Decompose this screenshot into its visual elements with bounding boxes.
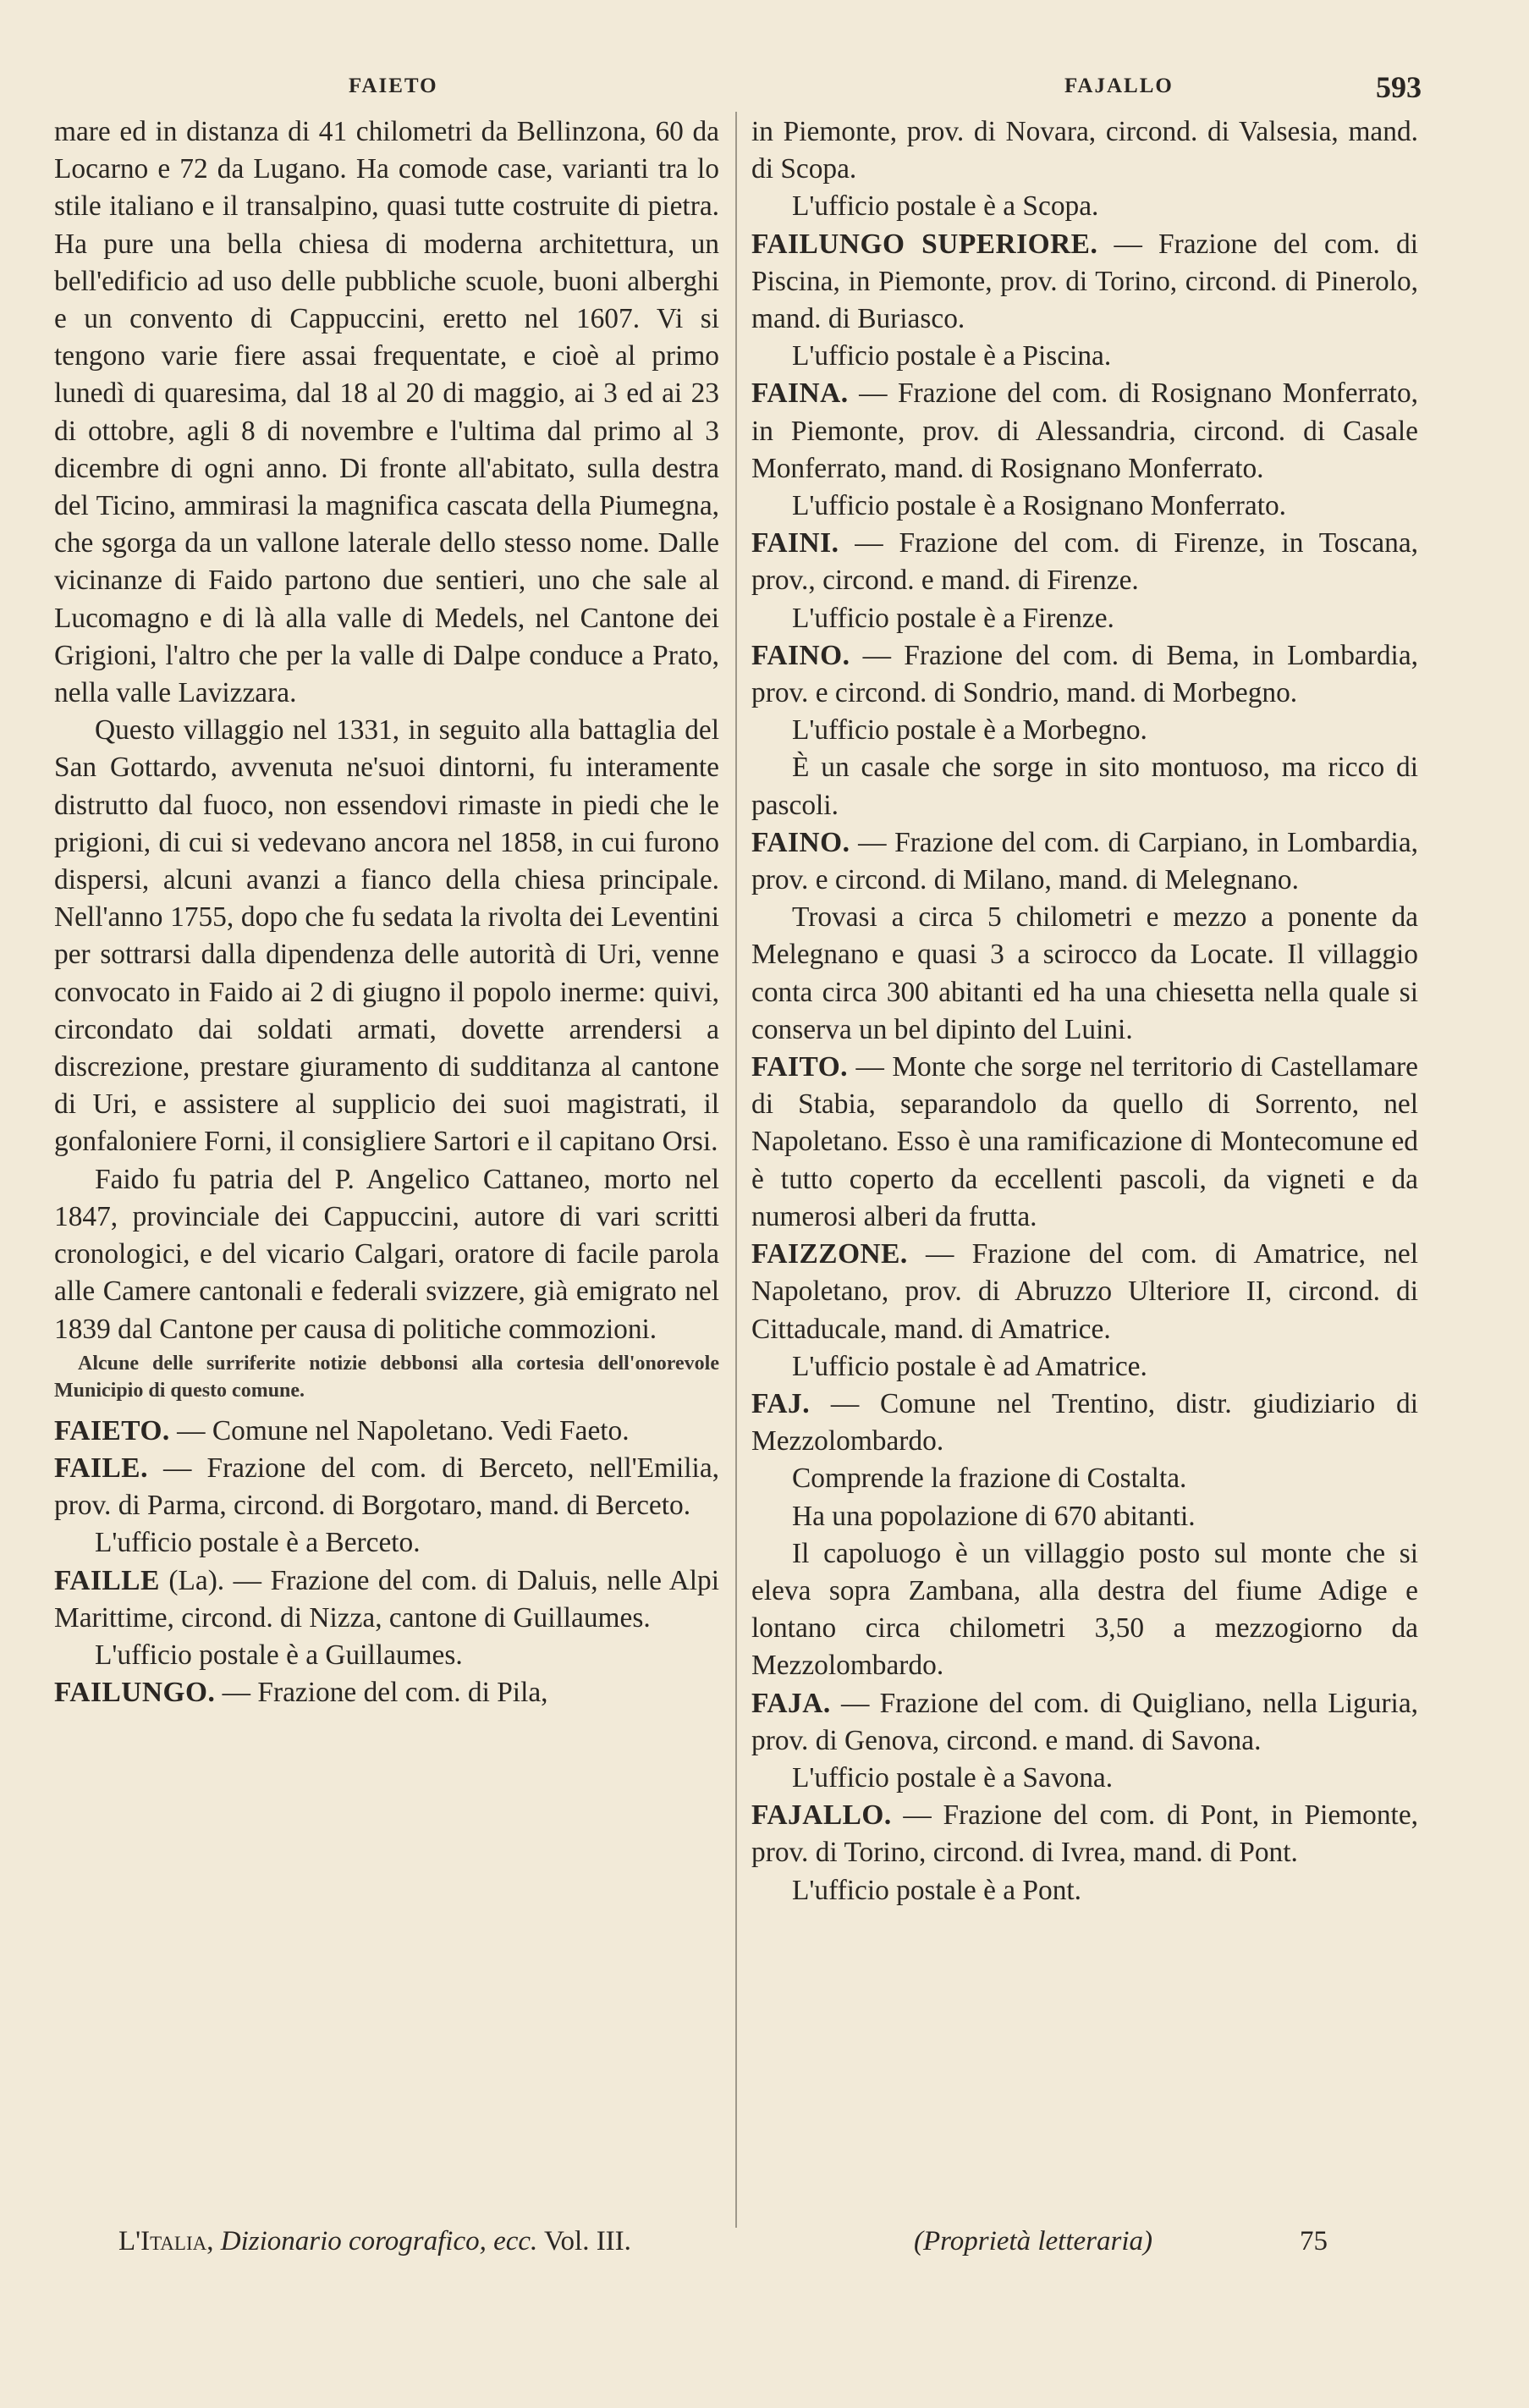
headword-faini: FAINI. [751,527,839,559]
failungo-post: L'ufficio postale è a Scopa. [792,190,1099,223]
entry-failungo-superiore: FAILUNGO SUPERIORE. — Frazione del com. di Piscina, in Piemonte, prov. di Torino, circond. di Pinerolo, mand. di Buriasco. [751,228,1418,335]
footer-title: L'Italia, Dizionario corografico, ecc. Vol. III. [118,2226,631,2256]
headword-faizzone: FAIZZONE. [751,1238,908,1270]
faido-note: Alcune delle surriferite notizie debbonsi alla cortesia dell'onorevole Municipio di questo comune. [54,1352,719,1402]
faille-post: L'ufficio postale è a Guillaumes. [95,1639,463,1671]
headword-faina: FAINA. [751,377,849,410]
footer-copyright: (Proprietà letteraria) [914,2226,1152,2256]
headword-faile: FAILE. [54,1452,148,1484]
faino-bema-post: L'ufficio postale è a Morbegno. [792,714,1147,747]
faja-post: L'ufficio postale è a Savona. [792,1761,1114,1794]
headword-faj: FAJ. [751,1387,811,1419]
running-head-left: FAIETO [349,74,438,97]
headword-fajallo: FAJALLO. [751,1799,892,1832]
headword-failungo: FAILUNGO. [54,1677,216,1709]
footer-sheet-number: 75 [1300,2226,1328,2256]
entry-faj: FAJ. — Comune nel Trentino, distr. giudiziario di Mezzolombardo. [751,1387,1418,1457]
entry-faile: FAILE. — Frazione del com. di Berceto, nell'Emilia, prov. di Parma, circond. di Borgotaro, mand. di Berceto. [54,1452,719,1522]
faj-paragraph-3: Il capoluogo è un villaggio posto sul monte che si eleva sopra Zambana, alla destra del fiume Adige e lontano circa chilometri 3,50 a mezzogiorno da Mezzolombardo. [751,1537,1418,1682]
fajallo-post: L'ufficio postale è a Pont. [792,1874,1082,1906]
faizzone-post: L'ufficio postale è ad Amatrice. [792,1350,1147,1382]
headword-failungo-superiore: FAILUNGO SUPERIORE. [751,228,1098,260]
entry-failungo: FAILUNGO. — Frazione del com. di Pila, [54,1677,548,1709]
faina-post: L'ufficio postale è a Rosignano Monferrato. [792,490,1287,522]
faino-carpiano-extra: Trovasi a circa 5 chilometri e mezzo a ponente da Melegnano e quasi 3 a scirocco da Locate. Il villaggio conta circa 300 abitanti ed ha una chiesetta nella quale si conserva un bel dipinto del Luini. [751,901,1418,1045]
page-number: 593 [1376,70,1422,104]
faj-paragraph-2: Ha una popolazione di 670 abitanti. [792,1500,1196,1532]
entry-faieto: FAIETO. — Comune nel Napoletano. Vedi Faeto. [54,1414,630,1446]
entry-faja: FAJA. — Frazione del com. di Quigliano, nella Liguria, prov. di Genova, circond. e mand. di Savona. [751,1687,1418,1756]
faj-paragraph-1: Comprende la frazione di Costalta. [792,1463,1187,1495]
entry-fajallo: FAJALLO. — Frazione del com. di Pont, in Piemonte, prov. di Torino, circond. di Ivrea, mand. di Pont. [751,1799,1418,1869]
faido-paragraph-2: Questo villaggio nel 1331, in seguito alla battaglia del San Gottardo, avvenuta ne'suoi dintorni, fu interamente distrutto dal fuoco, non essendovi rimaste in piedi che le prigioni, di cui si vedevano ancora nel 1858, in cui furono dispersi, alcuni avanzi a fianco della chiesa principale. Nell'anno 1755, dopo che fu sedata la rivolta dei Leventini per sottrarsi dalla dipendenza delle autorità di Uri, venne convocato in Faido ai 2 di giugno il popolo inerme: quivi, circondato dai soldati armati, dovette arrendersi a discrezione, prestare giuramento di sudditanza al cantone di Uri, e assistere al supplicio dei suoi magistrati, il gonfaloniere Forni, il consigliere Sartori e il capitano Orsi. [54,714,719,1158]
headword-faille: FAILLE [54,1564,160,1596]
headword-faino-carpiano: FAINO. [751,826,850,858]
left-column [54,113,719,1711]
faido-paragraph-1: mare ed in distanza di 41 chilometri da Bellinzona, 60 da Locarno e 72 da Lugano. Ha comode case, varianti tra lo stile italiano e il transalpino, quasi tutte costruite di pietra. Ha pure una bella chiesa di moderna architettura, un bell'edificio ad uso delle pubbliche scuole, buoni alberghi e un convento di Cappuccini, eretto nel 1607. Vi si tengono varie fiere assai frequentate, e cioè al primo lunedì di quaresima, dal 18 al 20 di maggio, ai 3 ed ai 23 di ottobre, agli 8 di novembre e l'ultima dal primo al 3 dicembre di ogni anno. Di fronte all'abitato, sulla destra del Ticino, ammirasi la magnifica cascata della Piumegna, che sgorga da un vallone laterale dello stesso nome. Dalle vicinanze di Faido partono due sentieri, uno che sale al Lucomagno e di là alla valle di Medels, nel Cantone dei Grigioni, l'altro che per la valle di Dalpe conduce a Prato, nella valle Lavizzara. [54,116,719,709]
faino-bema-extra: È un casale che sorge in sito montuoso, ma ricco di pascoli. [751,752,1418,821]
faido-paragraph-3: Faido fu patria del P. Angelico Cattaneo, morto nel 1847, provinciale dei Cappuccini, autore di vari scritti cronologici, e del vicario Calgari, oratore di facile parola alle Camere cantonali e federali svizzere, già emigrato nel 1839 dal Cantone per causa di politiche commozioni. [54,1163,719,1345]
faile-post: L'ufficio postale è a Berceto. [95,1527,421,1559]
entry-faizzone: FAIZZONE. — Frazione del com. di Amatrice, nel Napoletano, prov. di Abruzzo Ulteriore II, circond. di Cittaducale, mand. di Amatrice. [751,1238,1418,1345]
headword-faito: FAITO. [751,1051,849,1083]
entry-faini: FAINI. — Frazione del com. di Firenze, in Toscana, prov., circond. e mand. di Firenze. [751,527,1418,597]
failungo-continuation: in Piemonte, prov. di Novara, circond. di Valsesia, mand. di Scopa. [751,116,1418,185]
failungo-superiore-post: L'ufficio postale è a Piscina. [792,340,1112,372]
faini-post: L'ufficio postale è a Firenze. [792,602,1114,634]
column-divider [735,112,737,2228]
headword-faieto: FAIETO. [54,1414,170,1446]
running-head-right: FAJALLO [1064,74,1174,97]
entry-faina: FAINA. — Frazione del com. di Rosignano Monferrato, in Piemonte, prov. di Alessandria, circond. di Casale Monferrato, mand. di Rosignano Monferrato. [751,377,1418,484]
entry-faito: FAITO. — Monte che sorge nel territorio di Castellamare di Stabia, separandolo da quello di Sorrento, nel Napoletano. Esso è una ramificazione di Montecomune ed è tutto coperto da eccellenti pascoli, da vigneti e da numerosi alberi da frutta. [751,1051,1418,1232]
right-column [751,113,1418,1909]
headword-faino-bema: FAINO. [751,639,850,671]
headword-faja: FAJA. [751,1687,831,1719]
entry-faino-carpiano: FAINO. — Frazione del com. di Carpiano, in Lombardia, prov. e circond. di Milano, mand. di Melegnano. [751,826,1418,896]
entry-faino-bema: FAINO. — Frazione del com. di Bema, in Lombardia, prov. e circond. di Sondrio, mand. di Morbegno. [751,639,1418,709]
entry-faille: FAILLE (La). — Frazione del com. di Daluis, nelle Alpi Marittime, circond. di Nizza, cantone di Guillaumes. [54,1564,719,1634]
